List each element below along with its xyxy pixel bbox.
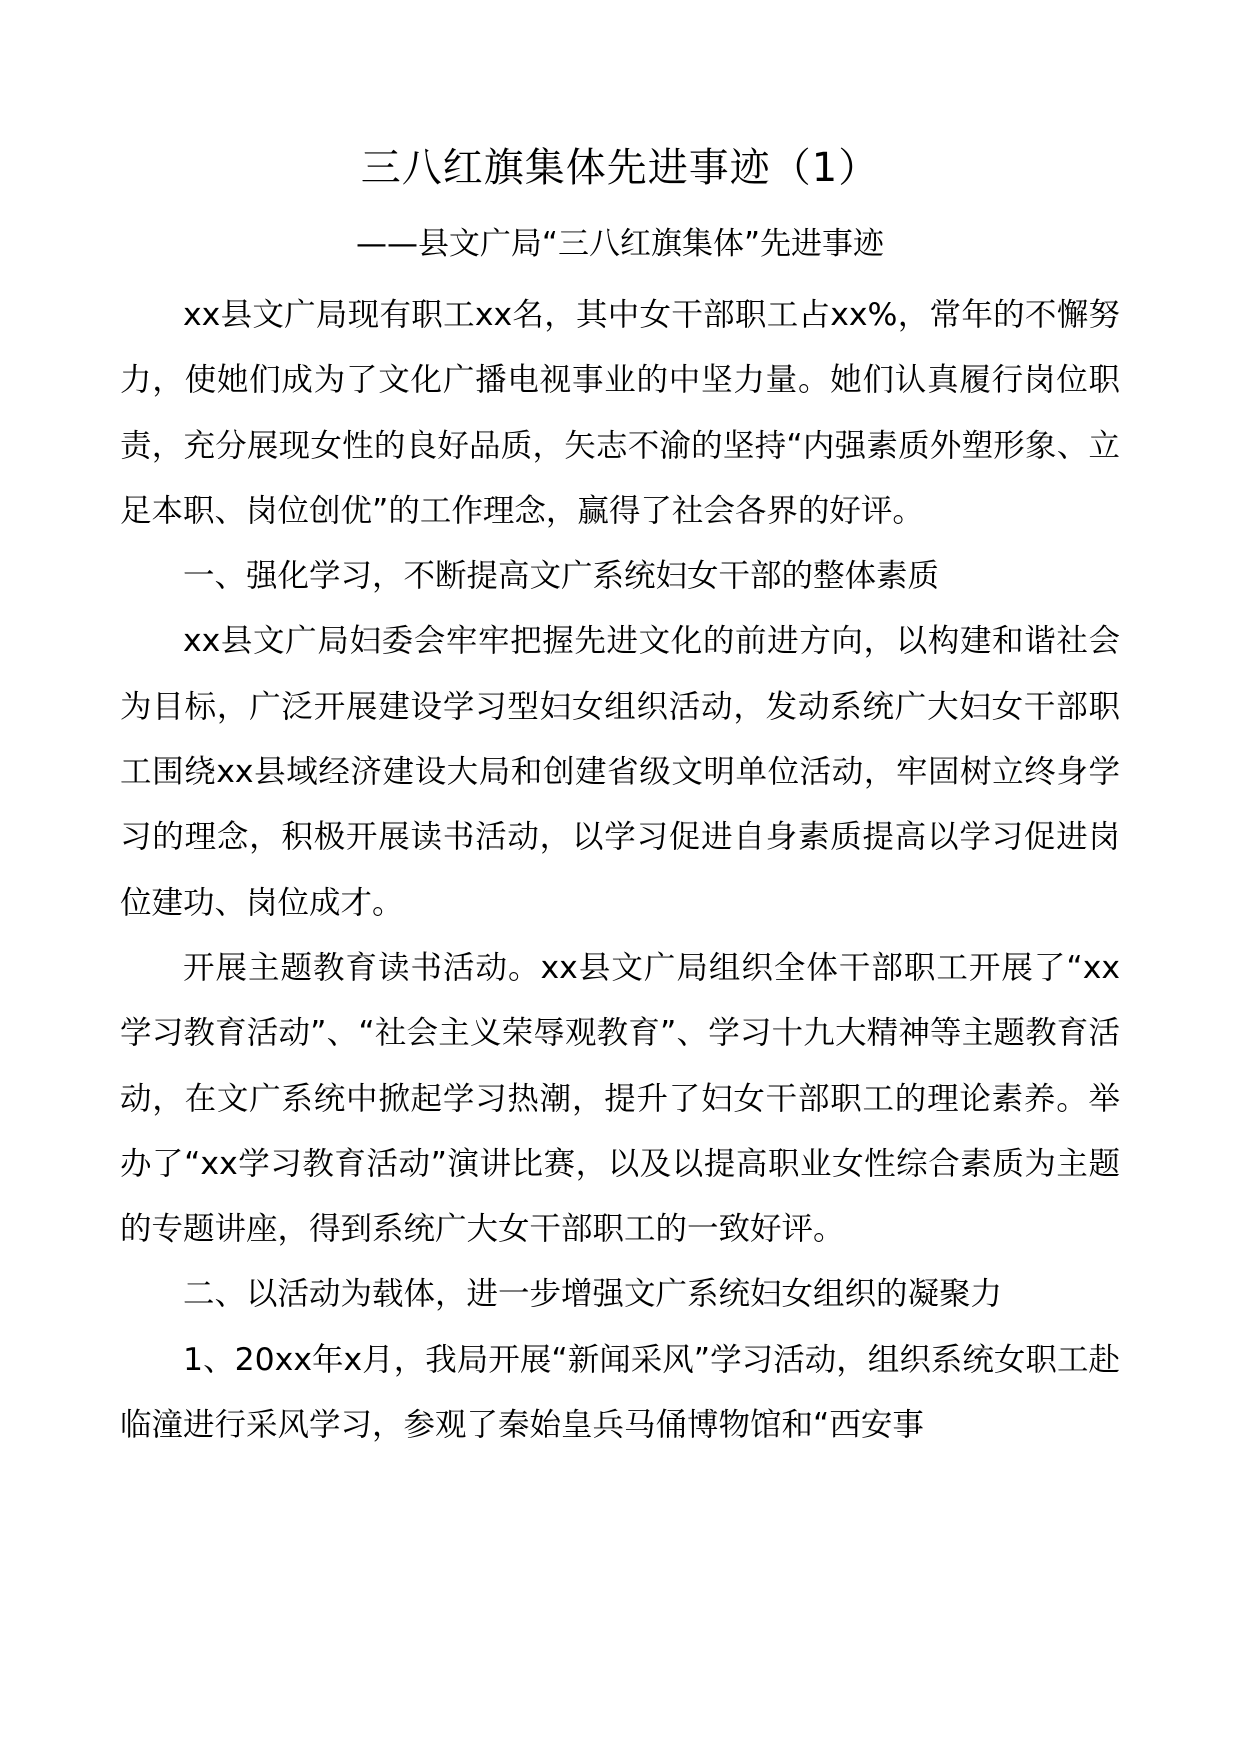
document-title: 三八红旗集体先进事迹（1） [360,145,880,191]
section-heading-2: 二、以活动为载体，进一步增强文广系统妇女组织的凝聚力 [183,1276,1003,1313]
document-body [120,283,1120,1458]
document-subtitle: ——县文广局“三八红旗集体”先进事迹 [355,226,885,262]
paragraph-study: xx县文广局妇委会牢牢把握先进文化的前进方向，以构建和谐社会为目标，广泛开展建设学习型妇女组织活动，发动系统广大妇女干部职工围绕xx县域经济建设大局和创建省级文明单位活动，牢固树立终身学习的理念，积极开展读书活动，以学习促进自身素质提高以学习促进岗位建功、岗位成才。 [120,623,1120,921]
paragraph-intro: xx县文广局现有职工xx名，其中女干部职工占xx%，常年的不懈努力，使她们成为了文化广播电视事业的中坚力量。她们认真履行岗位职责，充分展现女性的良好品质，矢志不渝的坚持“内强素质外塑形象、立足本职、岗位创优”的工作理念，赢得了社会各界的好评。 [120,297,1120,529]
paragraph-news-trip: 1、20xx年x月，我局开展“新闻采风”学习活动，组织系统女职工赴临潼进行采风学习，参观了秦始皇兵马俑博物馆和“西安事 [120,1341,1120,1444]
section-heading-1: 一、强化学习，不断提高文广系统妇女干部的整体素质 [183,558,940,595]
paragraph-reading-activities: 开展主题教育读书活动。xx县文广局组织全体干部职工开展了“xx学习教育活动”、“社会主义荣辱观教育”、学习十九大精神等主题教育活动，在文广系统中掀起学习热潮，提升了妇女干部职工的理论素养。举办了“xx学习教育活动”演讲比赛，以及以提高职业女性综合素质为主题的专题讲座，得到系统广大女干部职工的一致好评。 [120,949,1120,1248]
